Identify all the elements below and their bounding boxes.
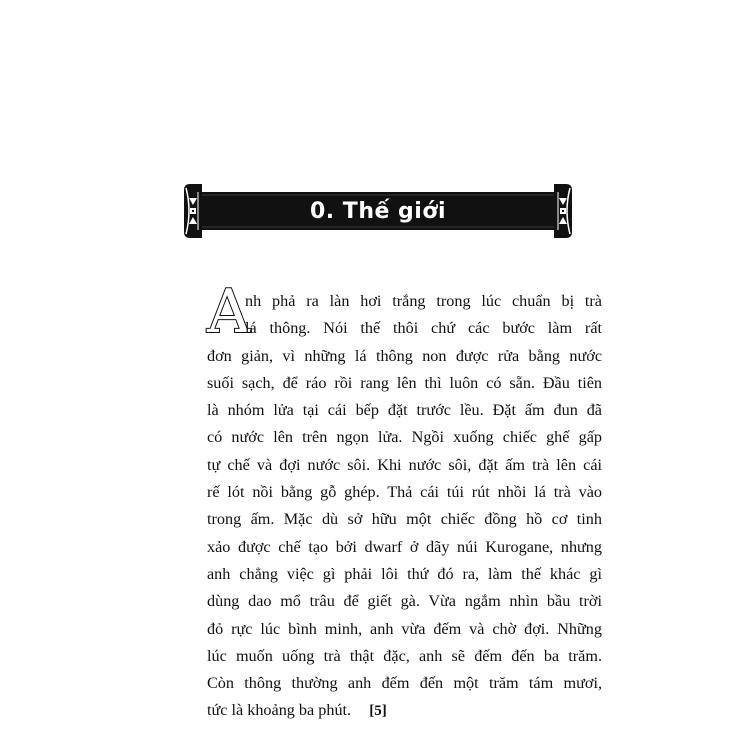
page-number: [5] [369, 703, 387, 719]
body-line: tức là khoảng ba phút. [207, 701, 352, 720]
drop-cap-letter: A [207, 277, 251, 347]
body-line: trong ấm. Mặc dù sở hữu một chiếc đồng hồ cơ tinh [207, 510, 602, 529]
body-line: nh phả ra làn hơi trắng trong lúc chuẩn bị trà [245, 292, 602, 310]
body-line: xảo được chế tạo bởi dwarf ở dãy núi Kurogane, nhưng [207, 537, 602, 556]
body-line: Còn thông thường anh đếm đến một trăm tám mươi, [207, 674, 602, 693]
body-line: lá thông. Nói thế thôi chứ các bước làm rất [245, 319, 602, 338]
body-line: đỏ rực lúc bình minh, anh vừa đếm và chờ đợi. Những [207, 619, 602, 638]
chapter-title: 0. Thế giới [309, 199, 447, 224]
body-line: là nhóm lửa tại cái bếp đặt trước lều. Đặt ấm đun đã [207, 401, 602, 420]
body-line: tự chế và đợi nước sôi. Khi nước sôi, đặt ấm trà lên cái [207, 455, 602, 474]
body-line: rế lót nồi bằng gỗ ghép. Thả cái túi rút nhồi lá trà vào [207, 483, 602, 502]
body-line: lúc muốn uống trà thật đặc, anh sẽ đếm đến ba trăm. [207, 646, 602, 665]
body-paragraph [207, 288, 602, 725]
body-line: anh chẳng việc gì phải lôi thứ đó ra, làm thế khác gì [207, 564, 602, 583]
body-line: dùng dao mổ trâu để giết gà. Vừa ngắm nhìn bầu trời [207, 592, 602, 611]
body-line: có nước lên trên ngọn lửa. Ngồi xuống chiếc ghế gấp [207, 428, 602, 447]
chapter-banner [180, 178, 576, 244]
body-line: suối sạch, để ráo rồi rang lên thì luôn có sẵn. Đầu tiên [207, 373, 602, 392]
body-line: đơn giản, vì những lá thông non được rửa bằng nước [207, 346, 602, 365]
